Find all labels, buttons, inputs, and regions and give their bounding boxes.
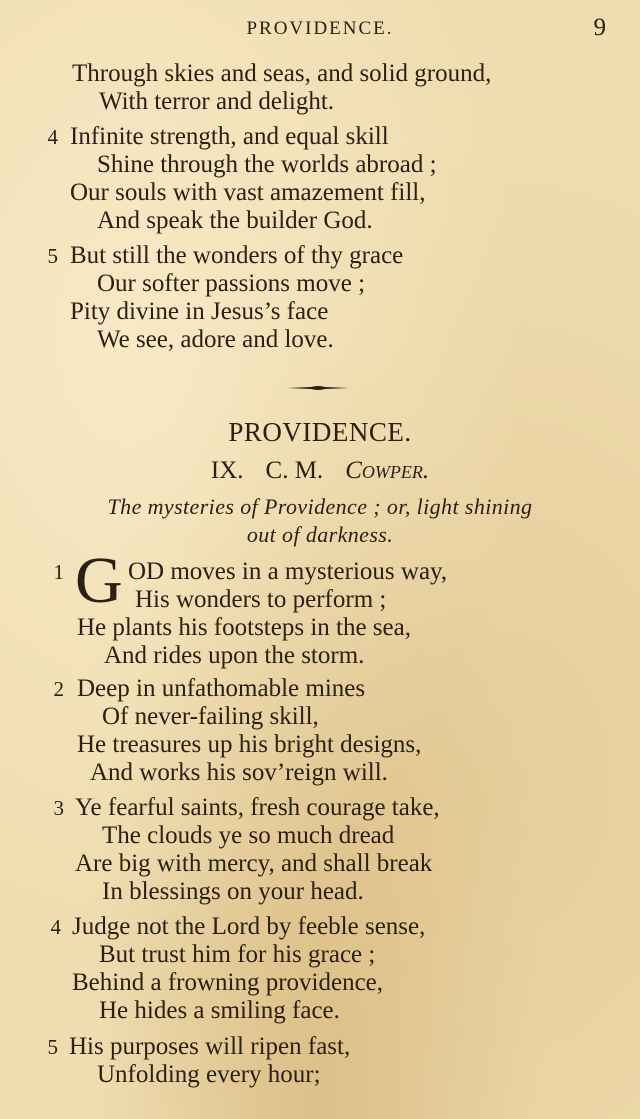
stanza-1 <box>0 586 640 670</box>
stanza-number: 3 <box>53 796 64 820</box>
stanza-4-previous <box>0 123 640 235</box>
verse-text: Are big with mercy, and shall break <box>75 850 433 877</box>
verse-line <box>0 586 640 614</box>
verse-text: Judge not the Lord by feeble sense, <box>72 913 426 940</box>
verse-text: Shine through the worlds abroad ; <box>97 151 437 178</box>
stanza-number: 5 <box>47 244 58 268</box>
hymn-subtitle-line2: out of darkness. <box>246 522 394 547</box>
hymn-author: Cowper. <box>345 457 430 484</box>
verse-line <box>0 969 640 997</box>
stanza-3 <box>0 794 640 906</box>
verse-text: Our softer passions move ; <box>97 270 366 297</box>
verse-text: Through skies and seas, and solid ground, <box>72 60 492 87</box>
verse-line <box>0 675 640 703</box>
hymn-meter: C. M. <box>265 457 324 484</box>
verse-line <box>0 151 640 179</box>
verse-line <box>0 88 640 116</box>
hymn-subtitle-line1: The mysteries of Providence ; or, light shining <box>107 494 533 519</box>
verse-line <box>0 703 640 731</box>
verse-line <box>0 60 640 88</box>
verse-line <box>0 913 640 941</box>
verse-text: But still the wonders of thy grace <box>70 242 404 269</box>
verse-line <box>0 941 640 969</box>
verse-line <box>0 1061 640 1089</box>
verse-line <box>0 270 640 298</box>
verse-text: Unfolding every hour; <box>97 1061 321 1088</box>
stanza-number: 1 <box>53 560 64 584</box>
verse-text: He treasures up his bright designs, <box>77 731 422 758</box>
section-title: PROVIDENCE. <box>228 417 412 447</box>
ornamental-divider <box>287 385 349 391</box>
verse-text: Infinite strength, and equal skill <box>70 123 389 150</box>
verse-line <box>0 850 640 878</box>
verse-text: In blessings on your head. <box>102 878 364 905</box>
verse-line <box>0 179 640 207</box>
stanza-number: 4 <box>50 915 61 939</box>
verse-line <box>0 298 640 326</box>
verse-text: Deep in unfathomable mines <box>77 675 366 702</box>
verse-text: His wonders to perform ; <box>135 586 387 613</box>
running-title: PROVIDENCE. <box>246 18 394 39</box>
page-number: 9 <box>593 14 606 41</box>
verse-text: And works his sov’reign will. <box>90 759 388 786</box>
verse-line <box>0 123 640 151</box>
stanza-5 <box>0 1033 640 1089</box>
verse-text: And rides upon the storm. <box>104 642 365 669</box>
stanza-4 <box>0 913 640 1025</box>
hymn-number: IX. <box>210 457 244 484</box>
verse-line <box>0 326 640 354</box>
verse-line <box>0 878 640 906</box>
verse-line <box>0 794 640 822</box>
verse-line <box>0 614 640 642</box>
verse-text: He hides a smiling face. <box>99 997 340 1024</box>
verse-text: Behind a frowning providence, <box>72 969 384 996</box>
verse-text: And speak the builder God. <box>97 207 373 234</box>
verse-line <box>0 242 640 270</box>
stanza-5-previous <box>0 242 640 354</box>
verse-text: But trust him for his grace ; <box>99 941 376 968</box>
verse-text: Of never-failing skill, <box>102 703 319 730</box>
verse-line <box>0 759 640 787</box>
verse-text: Our souls with vast amazement fill, <box>70 179 426 206</box>
verse-line <box>0 822 640 850</box>
verse-text: He plants his footsteps in the sea, <box>77 614 411 641</box>
verse-line <box>0 731 640 759</box>
stanza-2 <box>0 675 640 787</box>
verse-line <box>0 207 640 235</box>
verse-text: The clouds ye so much dread <box>102 822 395 849</box>
verse-text: With terror and delight. <box>99 88 335 115</box>
verse-text: We see, adore and love. <box>97 326 334 353</box>
verse-line <box>0 1033 640 1061</box>
verse-line <box>0 997 640 1025</box>
verse-text: OD moves in a mysterious way, <box>128 558 448 585</box>
verse-line <box>0 642 640 670</box>
hymn-meta <box>0 457 640 485</box>
stanza-number: 5 <box>47 1035 58 1059</box>
verse-text: Pity divine in Jesus’s face <box>70 298 329 325</box>
stanza-number: 2 <box>53 677 64 701</box>
verse-text: His purposes will ripen fast, <box>69 1033 351 1060</box>
stanza-number: 4 <box>47 125 58 149</box>
drop-cap: G <box>75 544 123 617</box>
carryover-stanza <box>0 60 640 116</box>
verse-text: Ye fearful saints, fresh courage take, <box>75 794 440 821</box>
